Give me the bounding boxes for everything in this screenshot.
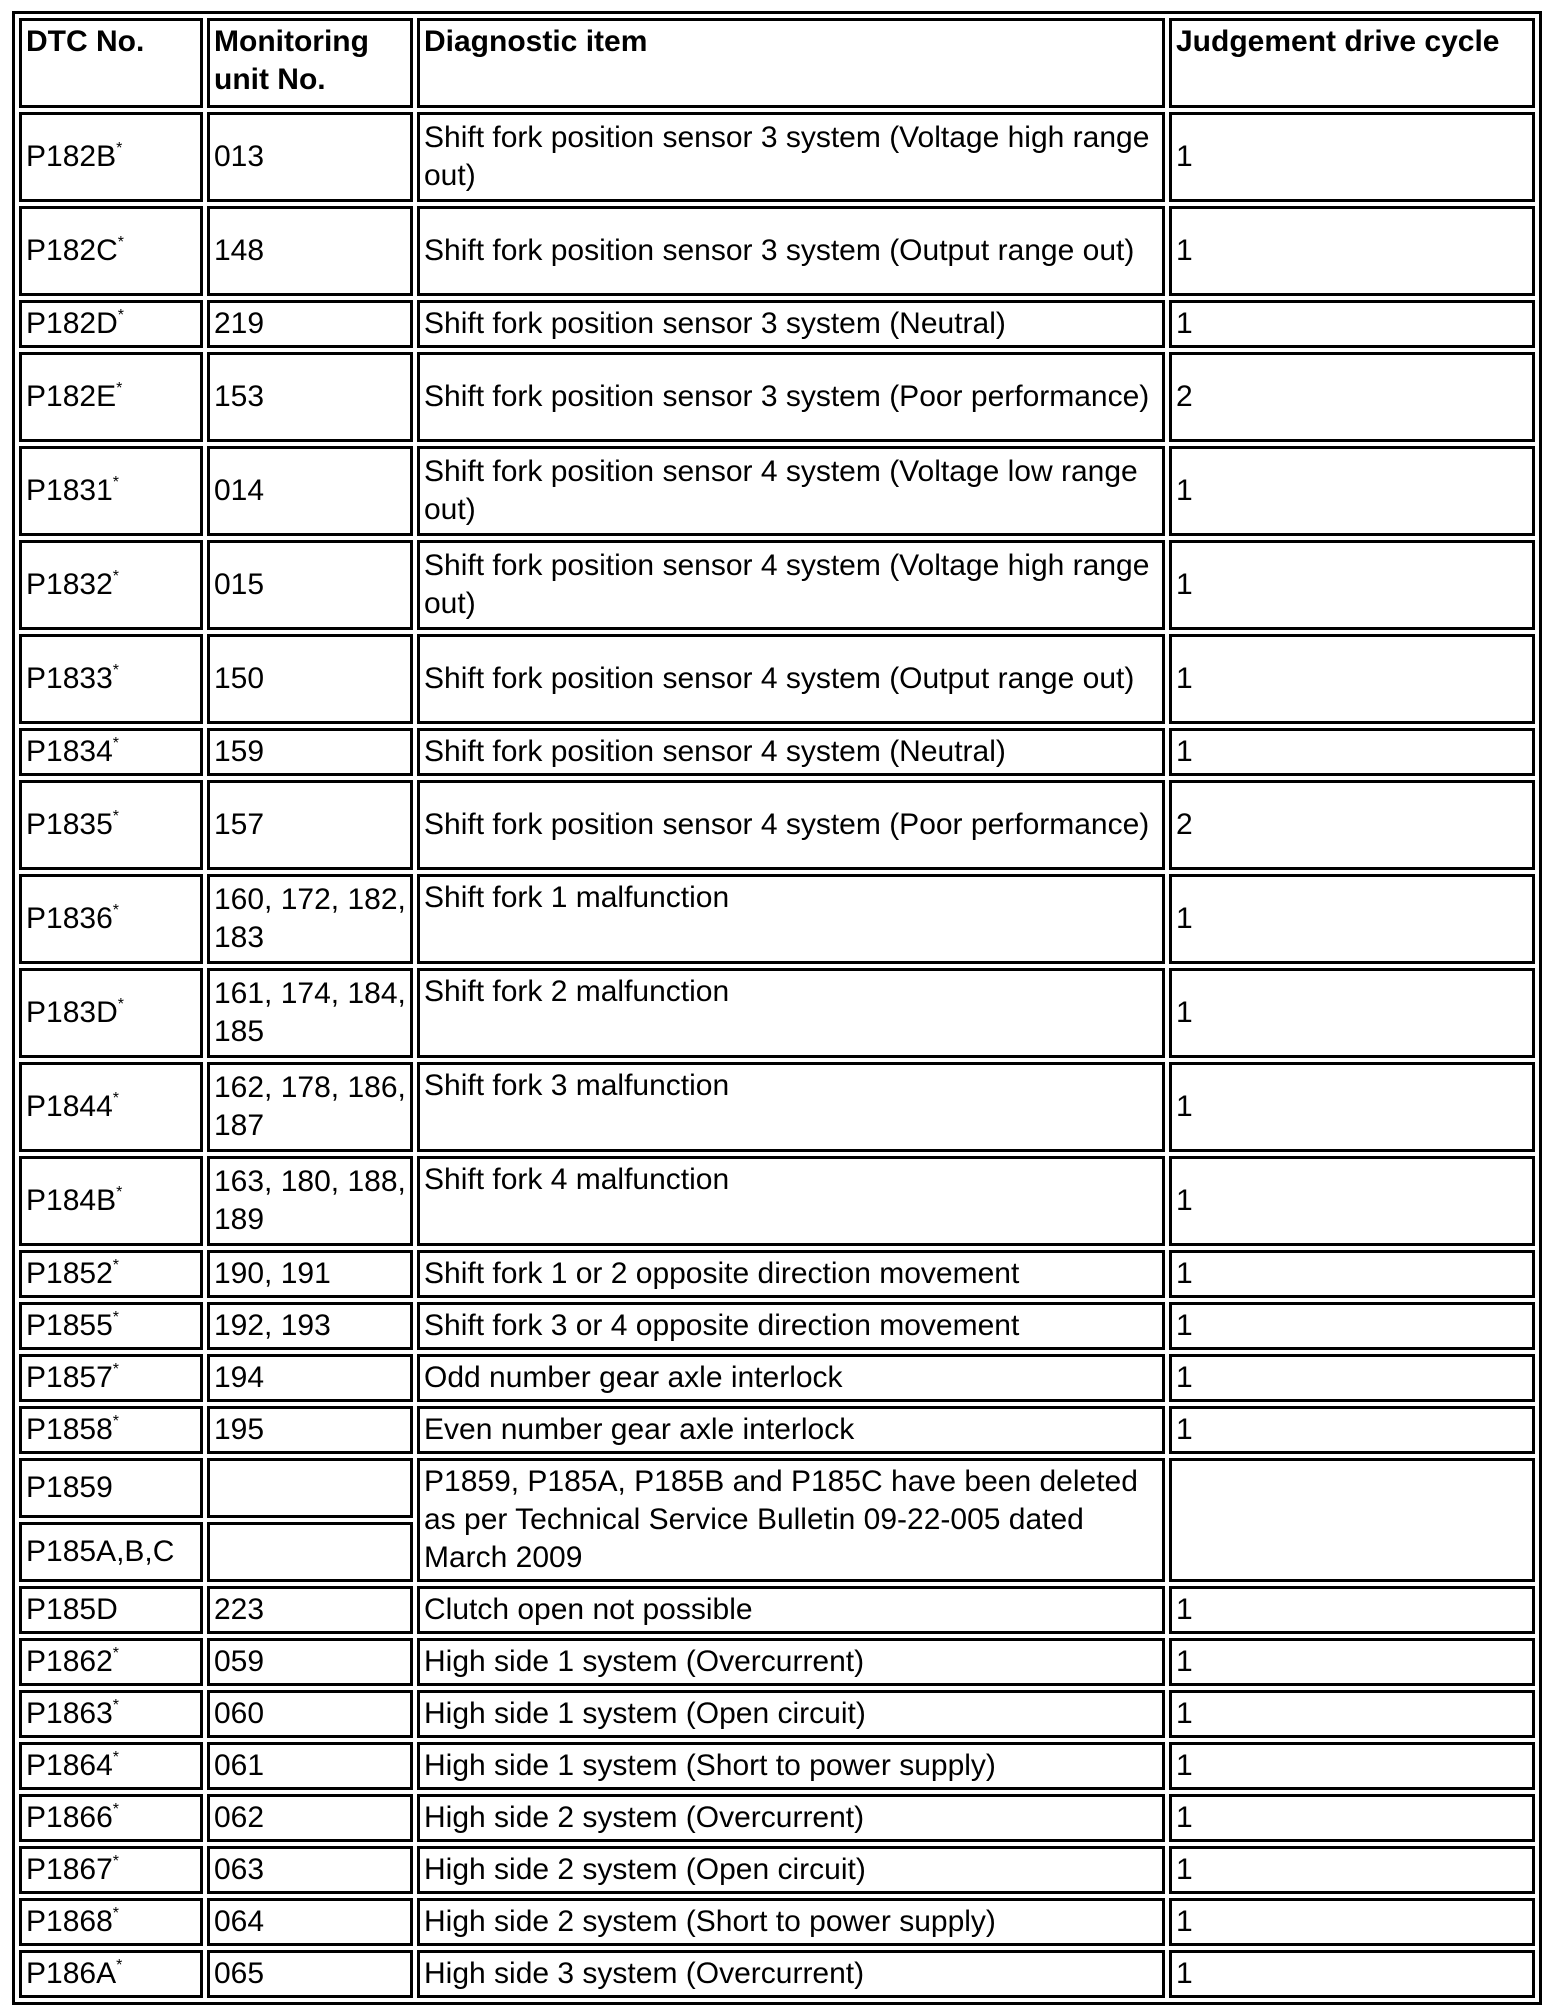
monitoring-unit-cell: 194	[207, 1354, 413, 1402]
table-row	[19, 540, 1535, 630]
dtc-asterisk: *	[116, 1957, 123, 1974]
table-row	[19, 1794, 1535, 1842]
diagnostic-item-cell: Shift fork 1 malfunction	[417, 874, 1165, 964]
dtc-cell	[19, 1156, 203, 1246]
table-row	[19, 728, 1535, 776]
table-row	[19, 874, 1535, 964]
dtc-asterisk: *	[117, 307, 124, 324]
dtc-cell: P185A,B,C	[19, 1522, 203, 1582]
diagnostic-item-cell: Shift fork position sensor 4 system (Voltage low range out)	[417, 446, 1165, 536]
dtc-asterisk: *	[112, 568, 119, 585]
dtc-cell: P1859	[19, 1458, 203, 1518]
dtc-asterisk: *	[112, 1361, 119, 1378]
dtc-asterisk: *	[117, 234, 124, 251]
monitoring-unit-cell: 015	[207, 540, 413, 630]
monitoring-unit-cell: 153	[207, 352, 413, 442]
diagnostic-item-cell: High side 3 system (Overcurrent)	[417, 1950, 1165, 1998]
dtc-cell	[19, 1690, 203, 1738]
table-row	[19, 1354, 1535, 1402]
diagnostic-item-cell: Shift fork position sensor 3 system (Poor performance)	[417, 352, 1165, 442]
dtc-asterisk: *	[112, 1257, 119, 1274]
table-row	[19, 352, 1535, 442]
diagnostic-item-cell: Shift fork 1 or 2 opposite direction movement	[417, 1250, 1165, 1298]
judgement-cycle-cell: 1	[1169, 874, 1535, 964]
dtc-asterisk: *	[112, 1645, 119, 1662]
header-dtc: DTC No.	[19, 18, 203, 108]
deleted-note-cell: P1859, P185A, P185B and P185C have been deleted as per Technical Service Bulletin 09-22-005 dated March 2009	[417, 1458, 1165, 1582]
judgement-cycle-cell: 1	[1169, 1586, 1535, 1634]
header-monitoring-unit: Monitoring unit No.	[207, 18, 413, 108]
monitoring-unit-cell: 014	[207, 446, 413, 536]
judgement-cycle-cell: 1	[1169, 1354, 1535, 1402]
judgement-cycle-cell: 1	[1169, 300, 1535, 348]
judgement-cycle-cell: 1	[1169, 1062, 1535, 1152]
dtc-asterisk: *	[112, 1853, 119, 1870]
diagnostic-item-cell: High side 2 system (Open circuit)	[417, 1846, 1165, 1894]
judgement-cycle-cell: 1	[1169, 446, 1535, 536]
judgement-cycle-cell: 1	[1169, 1898, 1535, 1946]
diagnostic-item-cell: Shift fork position sensor 4 system (Output range out)	[417, 634, 1165, 724]
judgement-cycle-cell: 1	[1169, 1742, 1535, 1790]
dtc-code: P1866	[26, 1801, 113, 1834]
dtc-asterisk: *	[112, 1749, 119, 1766]
monitoring-unit-cell: 192, 193	[207, 1302, 413, 1350]
dtc-code: P1844	[26, 1090, 113, 1123]
dtc-code: P1852	[26, 1257, 113, 1290]
dtc-code: P184B	[26, 1184, 117, 1217]
dtc-code: P1867	[26, 1853, 113, 1886]
dtc-code: P182E	[26, 380, 117, 413]
diagnostic-item-cell: High side 1 system (Open circuit)	[417, 1690, 1165, 1738]
table-row	[19, 206, 1535, 296]
judgement-cycle-cell: 2	[1169, 352, 1535, 442]
monitoring-unit-cell: 061	[207, 1742, 413, 1790]
diagnostic-item-cell: High side 2 system (Short to power supply)	[417, 1898, 1165, 1946]
diagnostic-item-cell: Shift fork position sensor 3 system (Voltage high range out)	[417, 112, 1165, 202]
judgement-cycle-cell: 1	[1169, 1250, 1535, 1298]
table-row-deleted-1	[19, 1458, 1535, 1518]
judgement-cycle-cell: 1	[1169, 968, 1535, 1058]
header-diagnostic-item: Diagnostic item	[417, 18, 1165, 108]
diagnostic-item-cell: Shift fork position sensor 4 system (Poor performance)	[417, 780, 1165, 870]
dtc-code: P1834	[26, 735, 113, 768]
dtc-asterisk: *	[112, 902, 119, 919]
dtc-cell	[19, 874, 203, 964]
diagnostic-item-cell: Shift fork position sensor 3 system (Output range out)	[417, 206, 1165, 296]
diagnostic-item-cell: Even number gear axle interlock	[417, 1406, 1165, 1454]
judgement-cycle-cell: 1	[1169, 1638, 1535, 1686]
dtc-asterisk: *	[112, 1905, 119, 1922]
monitoring-unit-cell	[207, 1522, 413, 1582]
dtc-cell	[19, 1638, 203, 1686]
monitoring-unit-cell: 223	[207, 1586, 413, 1634]
diagnostic-item-cell: High side 2 system (Overcurrent)	[417, 1794, 1165, 1842]
dtc-cell	[19, 1742, 203, 1790]
diagnostic-item-cell: Odd number gear axle interlock	[417, 1354, 1165, 1402]
monitoring-unit-cell: 059	[207, 1638, 413, 1686]
dtc-cell	[19, 1062, 203, 1152]
dtc-cell	[19, 1354, 203, 1402]
dtc-asterisk: *	[112, 735, 119, 752]
dtc-asterisk: *	[116, 1184, 123, 1201]
monitoring-unit-cell: 195	[207, 1406, 413, 1454]
dtc-code: P1832	[26, 568, 113, 601]
dtc-asterisk: *	[116, 380, 123, 397]
dtc-cell	[19, 300, 203, 348]
dtc-cell	[19, 1302, 203, 1350]
table-row	[19, 1690, 1535, 1738]
monitoring-unit-cell: 190, 191	[207, 1250, 413, 1298]
table-row	[19, 780, 1535, 870]
monitoring-unit-cell: 161, 174, 184, 185	[207, 968, 413, 1058]
dtc-cell	[19, 780, 203, 870]
diagnostic-item-cell: High side 1 system (Overcurrent)	[417, 1638, 1165, 1686]
monitoring-unit-cell: 159	[207, 728, 413, 776]
dtc-cell	[19, 206, 203, 296]
monitoring-unit-cell: 162, 178, 186, 187	[207, 1062, 413, 1152]
dtc-cell	[19, 634, 203, 724]
dtc-asterisk: *	[116, 140, 123, 157]
judgement-cycle-cell: 2	[1169, 780, 1535, 870]
monitoring-unit-cell: 219	[207, 300, 413, 348]
dtc-code: P1835	[26, 808, 113, 841]
dtc-asterisk: *	[112, 474, 119, 491]
table-row	[19, 1250, 1535, 1298]
monitoring-unit-cell: 063	[207, 1846, 413, 1894]
header-row	[19, 18, 1535, 108]
monitoring-unit-cell: 163, 180, 188, 189	[207, 1156, 413, 1246]
dtc-code: P1836	[26, 902, 113, 935]
dtc-cell	[19, 446, 203, 536]
dtc-cell	[19, 1950, 203, 1998]
table-row	[19, 1586, 1535, 1634]
monitoring-unit-cell: 060	[207, 1690, 413, 1738]
judgement-cycle-cell: 1	[1169, 1302, 1535, 1350]
dtc-code: P1863	[26, 1697, 113, 1730]
judgement-cycle-cell: 1	[1169, 1794, 1535, 1842]
dtc-code: P1858	[26, 1413, 113, 1446]
dtc-asterisk: *	[112, 1413, 119, 1430]
table-body	[19, 112, 1535, 1998]
diagnostic-item-cell: Clutch open not possible	[417, 1586, 1165, 1634]
dtc-cell	[19, 1586, 203, 1634]
diagnostic-item-cell: Shift fork position sensor 3 system (Neutral)	[417, 300, 1165, 348]
monitoring-unit-cell	[207, 1458, 413, 1518]
dtc-code: P183D	[26, 996, 118, 1029]
table-row	[19, 1638, 1535, 1686]
table-row	[19, 300, 1535, 348]
monitoring-unit-cell: 157	[207, 780, 413, 870]
dtc-cell	[19, 112, 203, 202]
dtc-cell	[19, 1846, 203, 1894]
dtc-code: P182C	[26, 234, 118, 267]
table-row	[19, 112, 1535, 202]
dtc-cell	[19, 968, 203, 1058]
diagnostic-item-cell: High side 1 system (Short to power supply)	[417, 1742, 1165, 1790]
judgement-cycle-cell: 1	[1169, 1406, 1535, 1454]
table-row	[19, 1302, 1535, 1350]
table-row	[19, 1062, 1535, 1152]
table-row	[19, 1156, 1535, 1246]
monitoring-unit-cell: 148	[207, 206, 413, 296]
dtc-asterisk: *	[112, 1697, 119, 1714]
table-row	[19, 1950, 1535, 1998]
dtc-asterisk: *	[112, 1801, 119, 1818]
dtc-asterisk: *	[112, 662, 119, 679]
diagnostic-item-cell: Shift fork position sensor 4 system (Voltage high range out)	[417, 540, 1165, 630]
monitoring-unit-cell: 065	[207, 1950, 413, 1998]
dtc-cell	[19, 1250, 203, 1298]
judgement-cycle-cell: 1	[1169, 206, 1535, 296]
monitoring-unit-cell: 064	[207, 1898, 413, 1946]
dtc-cell	[19, 728, 203, 776]
dtc-asterisk: *	[112, 808, 119, 825]
diagnostic-item-cell: Shift fork position sensor 4 system (Neutral)	[417, 728, 1165, 776]
dtc-code: P182B	[26, 140, 117, 173]
dtc-asterisk: *	[112, 1090, 119, 1107]
judgement-cycle-cell	[1169, 1458, 1535, 1582]
dtc-code: P185D	[26, 1593, 118, 1626]
table-row	[19, 1846, 1535, 1894]
judgement-cycle-cell: 1	[1169, 728, 1535, 776]
monitoring-unit-cell: 150	[207, 634, 413, 724]
table-row	[19, 1898, 1535, 1946]
judgement-cycle-cell: 1	[1169, 540, 1535, 630]
diagnostic-item-cell: Shift fork 3 or 4 opposite direction movement	[417, 1302, 1165, 1350]
judgement-cycle-cell: 1	[1169, 1950, 1535, 1998]
dtc-code: P182D	[26, 307, 118, 340]
table-row	[19, 968, 1535, 1058]
dtc-code: P1855	[26, 1309, 113, 1342]
monitoring-unit-cell: 160, 172, 182, 183	[207, 874, 413, 964]
judgement-cycle-cell: 1	[1169, 1690, 1535, 1738]
dtc-code: P1833	[26, 662, 113, 695]
table-row	[19, 1406, 1535, 1454]
judgement-cycle-cell: 1	[1169, 634, 1535, 724]
diagnostic-item-cell: Shift fork 3 malfunction	[417, 1062, 1165, 1152]
dtc-table	[12, 11, 1542, 2005]
judgement-cycle-cell: 1	[1169, 1846, 1535, 1894]
dtc-code: P1862	[26, 1645, 113, 1678]
dtc-code: P1864	[26, 1749, 113, 1782]
dtc-code: P1857	[26, 1361, 113, 1394]
dtc-cell	[19, 352, 203, 442]
monitoring-unit-cell: 062	[207, 1794, 413, 1842]
dtc-cell	[19, 540, 203, 630]
dtc-cell	[19, 1794, 203, 1842]
table-row	[19, 1742, 1535, 1790]
dtc-code: P1868	[26, 1905, 113, 1938]
dtc-cell	[19, 1898, 203, 1946]
dtc-code: P186A	[26, 1957, 117, 1990]
monitoring-unit-cell: 013	[207, 112, 413, 202]
table-row	[19, 634, 1535, 724]
diagnostic-item-cell: Shift fork 2 malfunction	[417, 968, 1165, 1058]
judgement-cycle-cell: 1	[1169, 1156, 1535, 1246]
dtc-cell	[19, 1406, 203, 1454]
judgement-cycle-cell: 1	[1169, 112, 1535, 202]
dtc-code: P1831	[26, 474, 113, 507]
diagnostic-item-cell: Shift fork 4 malfunction	[417, 1156, 1165, 1246]
dtc-asterisk: *	[112, 1309, 119, 1326]
dtc-asterisk: *	[117, 996, 124, 1013]
table-row	[19, 446, 1535, 536]
header-judgement-drive-cycle: Judgement drive cycle	[1169, 18, 1535, 108]
